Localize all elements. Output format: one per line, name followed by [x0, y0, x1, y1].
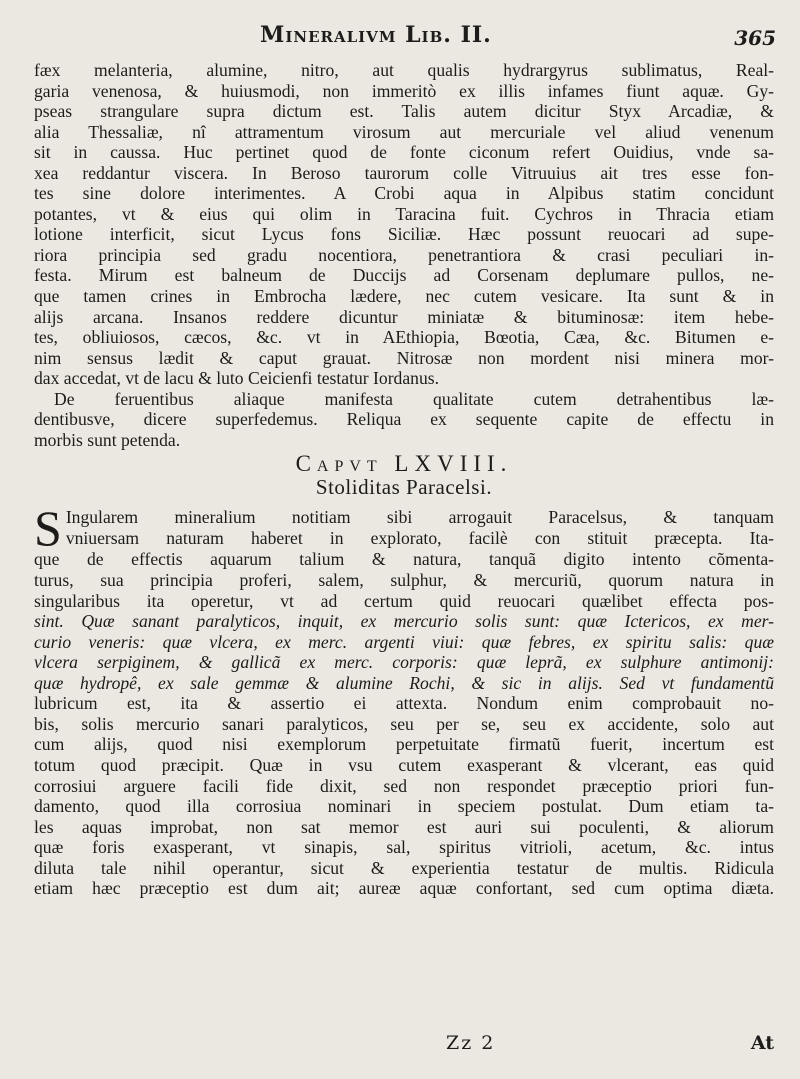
text-line: quæ foris exasperant, vt sinapis, sal, spiritus vitrioli, acetum, &c. intus [34, 837, 774, 858]
body-text [34, 60, 774, 899]
chapter-subtitle: Stoliditas Paracelsi. [315, 474, 493, 499]
text-line: riora principia sed gradu nocentiora, penetrantiora & crasi peculiari in- [34, 244, 774, 265]
text-line: morbis sunt petenda. [34, 429, 181, 450]
page-number: 365 [734, 26, 776, 50]
text-line: les aquas improbat, non sat memor est auri sui poculenti, & aliorum [34, 816, 774, 837]
paragraph-2 [34, 389, 774, 451]
text-line: damento, quod illa corrosiua nominari in speciem postulat. Dum etiam ta- [34, 796, 774, 817]
text-line: Ingularem mineralium notitiam sibi arrogauit Paracelsus, & tanquam [65, 507, 774, 528]
text-line: dentibusve, dicere superfedemus. Reliqua ex sequente capite de effectu in [34, 409, 774, 430]
page-header [30, 22, 790, 56]
paragraph-3 [34, 500, 774, 899]
text-line: lubricum est, ita & assertio ei attexta. Nondum enim comprobauit no- [34, 693, 774, 714]
text-line: quæ hydropê, ex sale gemmæ & alumine Rochi, & sic in alijs. Sed vt fundamentũ [34, 672, 774, 693]
text-line: turus, sua principia proferi, salem, sulphur, & mercuriũ, quorum natura in [34, 570, 774, 591]
text-line: xea reddantur viscera. In Beroso taurorum colle Vitruuius ait tres esse fon- [34, 162, 774, 183]
text-line: alia Thessaliæ, nî attramentum virosum aut mercuriale vel aliud venenum [34, 121, 774, 142]
text-line: corrosiui arguere facili fide dixit, sed non respondet præceptio priori fun- [34, 775, 774, 796]
page-footer [34, 1032, 774, 1056]
text-line: nim sensus lædit & caput grauat. Nitrosæ non mordent nisi minera mor- [34, 347, 774, 368]
text-line: potantes, vt & eius qui olim in Taracina fuit. Cychros in Thracia etiam [34, 203, 774, 224]
text-line: bis, solis mercurio sanari paralyticos, seu per se, seu ex accidente, solo aut [34, 713, 774, 734]
signature-mark: Zz 2 [446, 1032, 496, 1054]
text-line: que de effectis aquarum talium & natura, tanquã digito intento cõmenta- [34, 549, 774, 570]
catchword: At [750, 1032, 774, 1054]
text-line: singularibus ita operetur, vt ad certum quid reuocari quælibet effecta pos- [34, 590, 774, 611]
drop-cap: S [34, 500, 62, 557]
text-line: tes, obliuiosos, cæcos, &c. vt in AEthiopia, Bœotia, Cæa, &c. Bitumen e- [34, 327, 774, 348]
text-line: curio veneris: quæ vlcera, ex merc. argenti viui: quæ febres, ex spiritu salis: quæ [34, 631, 774, 652]
text-line: vlcera serpiginem, & gallicã ex merc. corporis: quæ leprã, ex sulphure antimonij: [34, 652, 774, 673]
running-head: Mineralivm Lib. II. [260, 22, 492, 48]
text-line: fæx melanteria, alumine, nitro, aut qualis hydrargyrus sublimatus, Real- [34, 60, 774, 80]
text-line: totum quod præcipit. Quæ in vsu cutem exasperant & vlcerant, eas quid [34, 754, 774, 775]
text-line: lotione interficit, sicut Lycus fons Siciliæ. Hæc possunt reuocari ad supe- [34, 224, 774, 245]
text-line: tes sine dolore interimentes. A Crobi aqua in Alpibus statim concidunt [34, 183, 774, 204]
text-line: festa. Mirum est balneum de Duccijs ad Corsenam deplumare pullos, ne- [34, 265, 774, 286]
text-line: alijs arcana. Insanos reddere dicuntur miniatæ & bituminosæ: item hebe- [34, 306, 774, 327]
text-line: garia venenosa, & huiusmodi, non immeritò ex illis infames fiunt aquæ. Gy- [34, 80, 774, 101]
text-line: etiam hæc præceptio est dum ait; aureæ aquæ confortant, sed cum optima diæta. [34, 878, 774, 899]
text-line: sit in caussa. Huc pertinet quod de fonte ciconum refert Ouidius, vnde sa- [34, 142, 774, 163]
text-line: cum alijs, quod nisi exemplorum perpetuitate firmatũ fuerit, incertum est [34, 734, 774, 755]
text-line: que tamen crines in Embrocha lædere, nec cutem vesicare. Ita sunt & in [34, 286, 774, 307]
text-line: dax accedat, vt de lacu & luto Ceicienfi testatur Iordanus. [34, 368, 439, 389]
paragraph-1 [34, 60, 774, 389]
text-line: sint. Quæ sanant paralyticos, inquit, ex mercurio solis sunt: quæ Ictericos, ex mer- [34, 611, 774, 632]
text-line: pseas strangulare supra dictum est. Talis autem dicitur Styx Arcadiæ, & [34, 101, 774, 122]
chapter-heading: Capvt LXVIII. [295, 451, 513, 477]
text-line: De feruentibus aliaque manifesta qualitate cutem detrahentibus læ- [54, 388, 774, 409]
text-line: vniuersam naturam haberet in explorato, facilè con stituit præcepta. Ita- [65, 528, 774, 549]
text-line: diluta tale nihil operantur, sicut & experientia testatur de multis. Ridicula [34, 857, 774, 878]
